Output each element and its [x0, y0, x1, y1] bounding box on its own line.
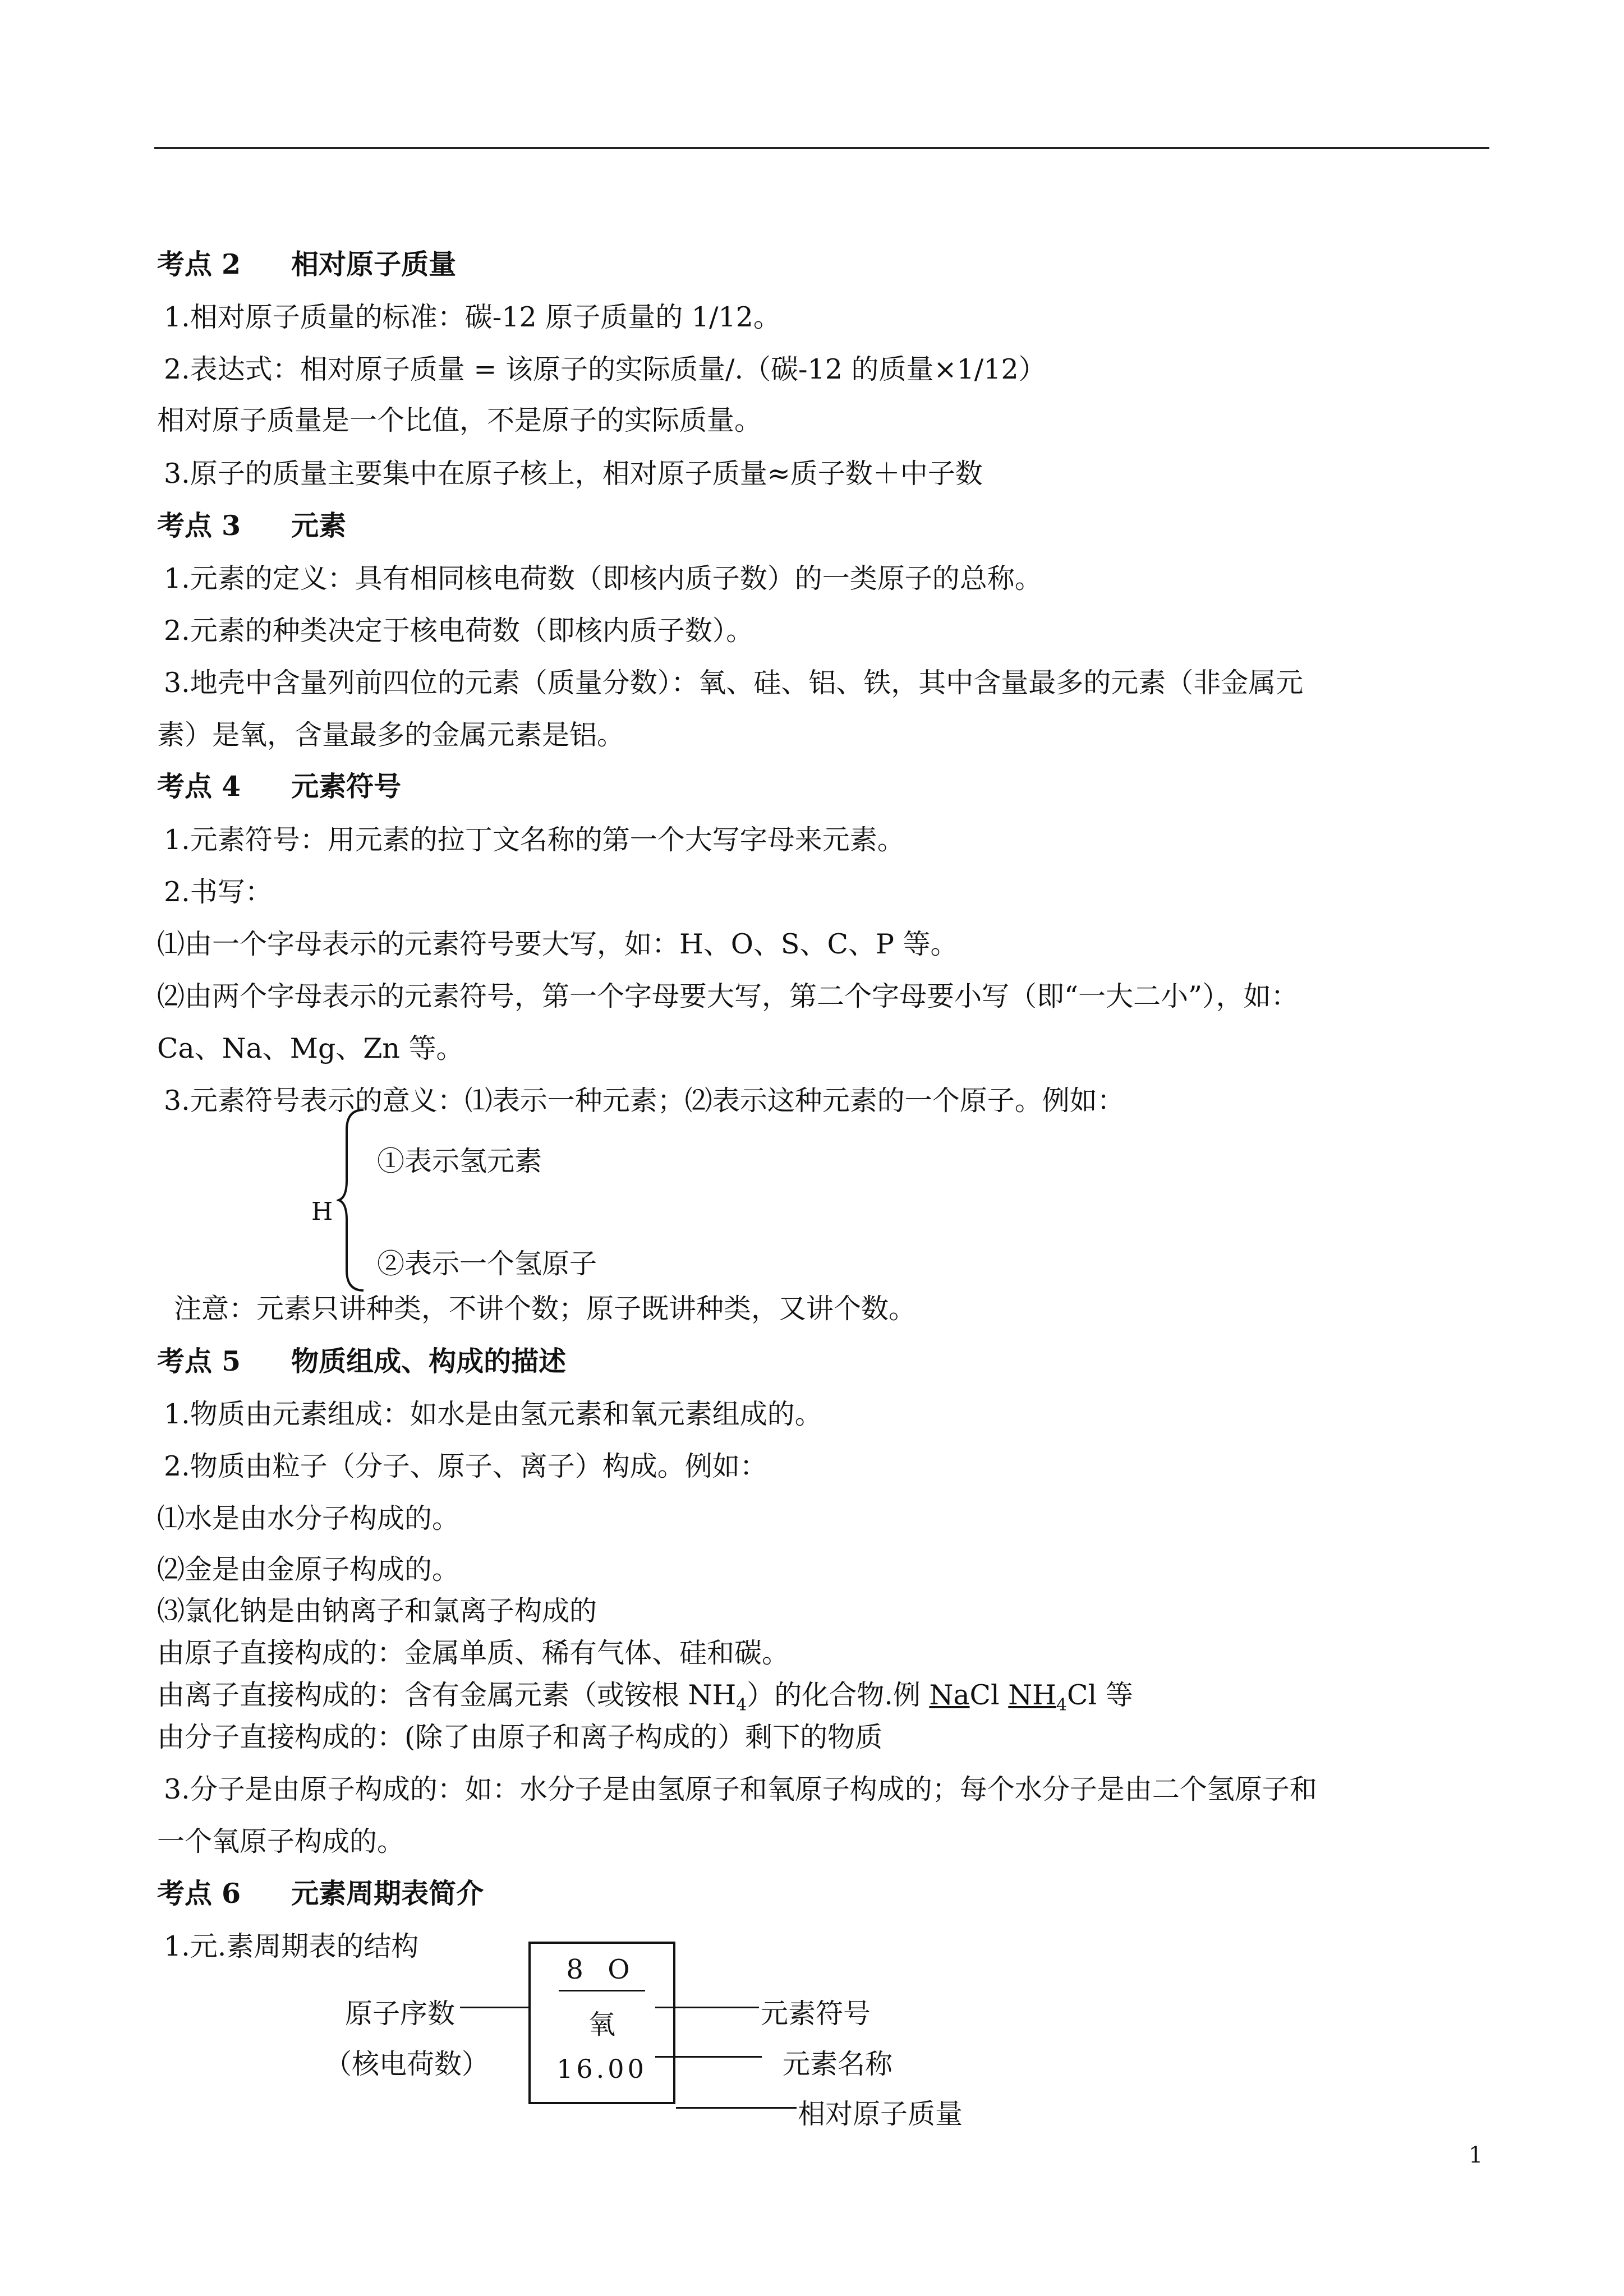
section6-line1: 1.元.素周期表的结构	[164, 1930, 419, 1962]
section4-heading: 考点 4 元素符号	[157, 770, 402, 803]
section4-note: 注意：元素只讲种类，不讲个数；原子既讲种类，又讲个数。	[174, 1293, 917, 1325]
leader-atomic-number	[460, 2007, 530, 2008]
section4-line3: ⑴由一个字母表示的元素符号要大写，如：H、O、S、C、P 等。	[157, 928, 958, 960]
section3-line4: 素）是氧，含量最多的金属元素是铝。	[157, 719, 625, 751]
section2-line4: 3.原子的质量主要集中在原子核上，相对原子质量≈质子数＋中子数	[164, 458, 983, 490]
section5-line7: 由离子直接构成的：含有金属元素（或铵根 $NH_4$）的化合物.例 NaCl $NH_4Cl$ 等	[157, 1679, 1133, 1715]
leader-atomic-mass	[676, 2107, 797, 2109]
header-rule	[154, 147, 1489, 149]
section5-line4: ⑵金是由金原子构成的。	[157, 1553, 460, 1585]
section5-heading: 考点 5 物质组成、构成的描述	[157, 1345, 567, 1377]
section4-line6: 3.元素符号表示的意义：⑴表示一种元素；⑵表示这种元素的一个原子。例如：	[164, 1085, 1125, 1117]
label-atomic-mass: 相对原子质量	[798, 2098, 963, 2130]
section5-line10: 一个氧原子构成的。	[157, 1825, 405, 1857]
section2-line3: 相对原子质量是一个比值，不是原子的实际质量。	[157, 404, 762, 436]
section2-line1: 1.相对原子质量的标准：碳-12 原子质量的 1/12。	[164, 301, 781, 333]
h-meaning-2: ②表示一个氢原子	[377, 1248, 597, 1280]
section2-line2: 2.表达式：相对原子质量 = 该原子的实际质量/.（碳-12 的质量×1/12）	[164, 353, 1046, 385]
section5-line2: 2.物质由粒子（分子、原子、离子）构成。例如：	[164, 1450, 767, 1482]
section5-line3: ⑴水是由水分子构成的。	[157, 1502, 460, 1534]
label-nuclear-charge: （核电荷数）	[324, 2048, 490, 2080]
label-element-name: 元素名称	[783, 2048, 893, 2080]
cell-element-name: 氧	[588, 2009, 615, 2040]
section3-line1: 1.元素的定义：具有相同核电荷数（即核内质子数）的一类原子的总称。	[164, 563, 1042, 594]
section5-line9: 3.分子是由原子构成的：如：水分子是由氢原子和氧原子构成的；每个水分子是由二个氢原子和	[164, 1773, 1317, 1805]
section3-heading: 考点 3 元素	[157, 509, 347, 542]
cell-divider	[559, 1990, 645, 1991]
h-meaning-1: ①表示氢元素	[377, 1145, 542, 1177]
section6-heading: 考点 6 元素周期表简介	[157, 1877, 484, 1910]
leader-element-name	[655, 2056, 762, 2058]
section2-heading: 考点 2 相对原子质量	[157, 248, 457, 280]
leader-element-symbol	[655, 2007, 759, 2008]
periodic-table-cell	[528, 1942, 675, 2104]
brace-icon	[337, 1108, 370, 1293]
section3-line2: 2.元素的种类决定于核电荷数（即核内质子数）。	[164, 615, 754, 647]
section5-line6: 由原子直接构成的：金属单质、稀有气体、硅和碳。	[157, 1637, 790, 1669]
section5-line5: ⑶氯化钠是由钠离子和氯离子构成的	[157, 1595, 597, 1627]
label-atomic-number: 原子序数	[345, 1998, 456, 2030]
section4-line5: Ca、Na、Mg、Zn 等。	[157, 1032, 464, 1064]
section3-line3: 3.地壳中含量列前四位的元素（质量分数）：氧、硅、铝、铁，其中含量最多的元素（非金属元	[164, 667, 1304, 699]
section5-line8: 由分子直接构成的：(除了由原子和离子构成的）剩下的物质	[157, 1721, 883, 1753]
page-number: 1	[1469, 2142, 1483, 2168]
section4-line4: ⑵由两个字母表示的元素符号，第一个字母要大写，第二个字母要小写（即“一大二小”），如：	[157, 980, 1299, 1012]
label-element-symbol: 元素符号	[761, 1998, 871, 2030]
section5-line1: 1.物质由元素组成：如水是由氢元素和氧元素组成的。	[164, 1398, 822, 1430]
section4-line1: 1.元素符号：用元素的拉丁文名称的第一个大写字母来元素。	[164, 824, 905, 856]
cell-atomic-mass: 16.00	[556, 2054, 647, 2084]
cell-number-symbol: 8 O	[566, 1954, 638, 1985]
element-symbol-h: H	[311, 1197, 333, 1226]
section4-line2: 2.书写：	[164, 876, 273, 908]
